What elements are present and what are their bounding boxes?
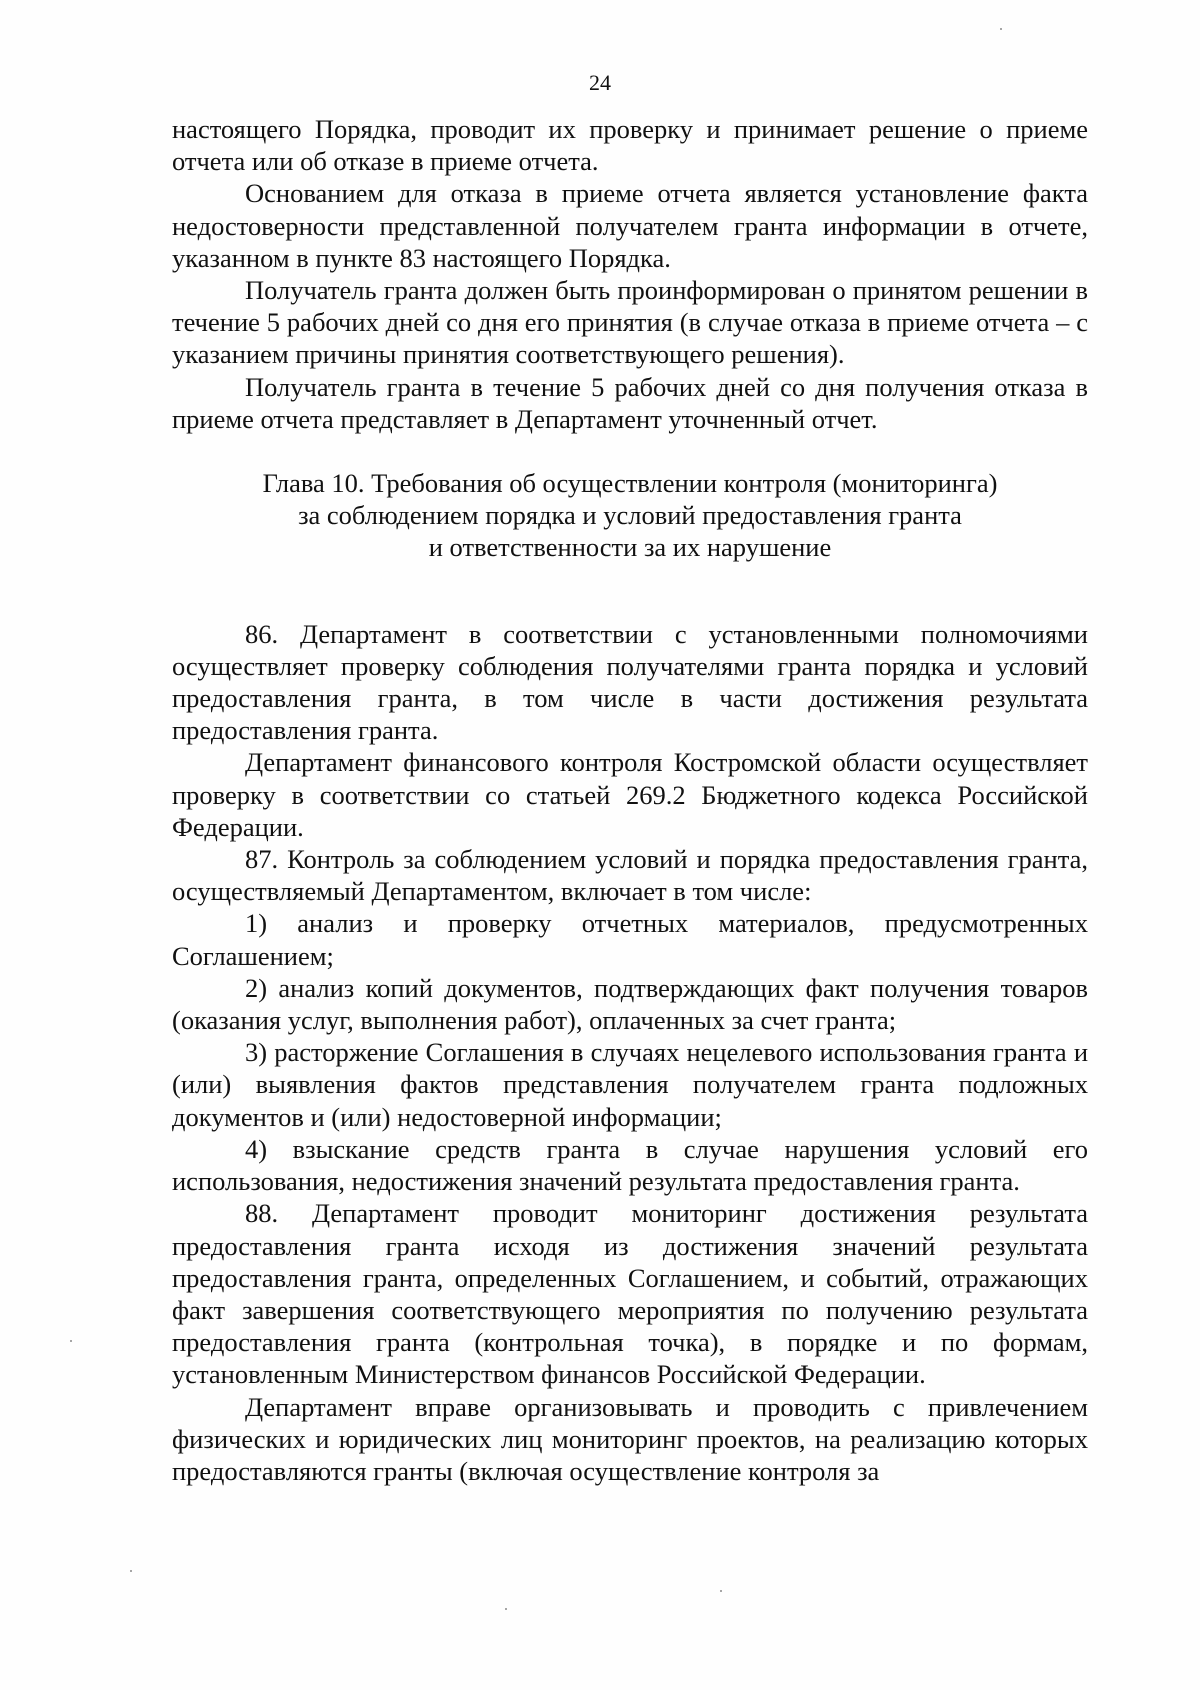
list-item-4: 4) взыскание средств гранта в случае нарушения условий его использования, недостижения значений результата предоставления гранта. bbox=[172, 1133, 1088, 1197]
scan-speck bbox=[1000, 28, 1002, 30]
scan-speck bbox=[130, 1570, 132, 1572]
chapter-heading-line: Глава 10. Требования об осуществлении контроля (мониторинга) bbox=[262, 468, 998, 499]
document-body bbox=[172, 113, 1088, 1487]
paragraph-item-87: 87. Контроль за соблюдением условий и порядка предоставления гранта, осуществляемый Департаментом, включает в том числе: bbox=[172, 844, 1088, 907]
list-item-2: 2) анализ копий документов, подтверждающих факт получения товаров (оказания услуг, выполнения работ), оплаченных за счет гранта; bbox=[172, 972, 1088, 1036]
chapter-heading bbox=[172, 467, 1088, 564]
paragraph-item-86: 86. Департамент в соответствии с установленными полномочиями осуществляет проверку соблюдения получателями гранта порядка и условий предоставления гранта, в том числе в части достижения результата предоставления гранта. bbox=[172, 618, 1088, 746]
paragraph-item-88: 88. Департамент проводит мониторинг достижения результата предоставления гранта исходя из достижения значений результата предоставления гранта, определенных Соглашением, и событий, отражающих факт завершения соответствующего мероприятия по получению результата предоставления гранта (контрольная точка), в порядке и по формам, установленным Министерством финансов Российской Федерации. bbox=[172, 1198, 1088, 1390]
paragraph-financial-control: Департамент финансового контроля Костромской области осуществляет проверку в соответствии со статьей 269.2 Бюджетного кодекса Российской Федерации. bbox=[172, 747, 1088, 842]
paragraph-monitoring: Департамент вправе организовывать и проводить с привлечением физических и юридических лиц мониторинг проектов, на реализацию которых предоставляются гранты (включая осуществление контроля за bbox=[172, 1391, 1088, 1486]
list-item-3: 3) расторжение Соглашения в случаях нецелевого использования гранта и (или) выявления фактов представления получателем гранта подложных документов и (или) недостоверной информации; bbox=[172, 1037, 1088, 1132]
paragraph-corrected-report: Получатель гранта в течение 5 рабочих дней со дня получения отказа в приеме отчета представляет в Департамент уточненный отчет. bbox=[172, 371, 1088, 434]
paragraph-continuation: настоящего Порядка, проводит их проверку и принимает решение о приеме отчета или об отказе в приеме отчета. bbox=[172, 114, 1088, 177]
page-number: 24 bbox=[589, 70, 611, 95]
scan-speck bbox=[70, 1340, 72, 1342]
paragraph-refusal-grounds: Основанием для отказа в приеме отчета является установление факта недостоверности представленной получателем гранта информации в отчете, указанном в пункте 83 настоящего Порядка. bbox=[172, 178, 1088, 273]
scan-speck bbox=[720, 1590, 722, 1592]
chapter-heading-line: за соблюдением порядка и условий предоставления гранта bbox=[298, 500, 962, 531]
scan-speck bbox=[505, 1608, 507, 1610]
list-item-1: 1) анализ и проверку отчетных материалов, предусмотренных Соглашением; bbox=[172, 908, 1088, 971]
paragraph-notification: Получатель гранта должен быть проинформирован о принятом решении в течение 5 рабочих дней со дня его принятия (в случае отказа в приеме отчета – с указанием причины принятия соответствующего решения). bbox=[172, 275, 1088, 370]
chapter-heading-line: и ответственности за их нарушение bbox=[428, 532, 832, 563]
